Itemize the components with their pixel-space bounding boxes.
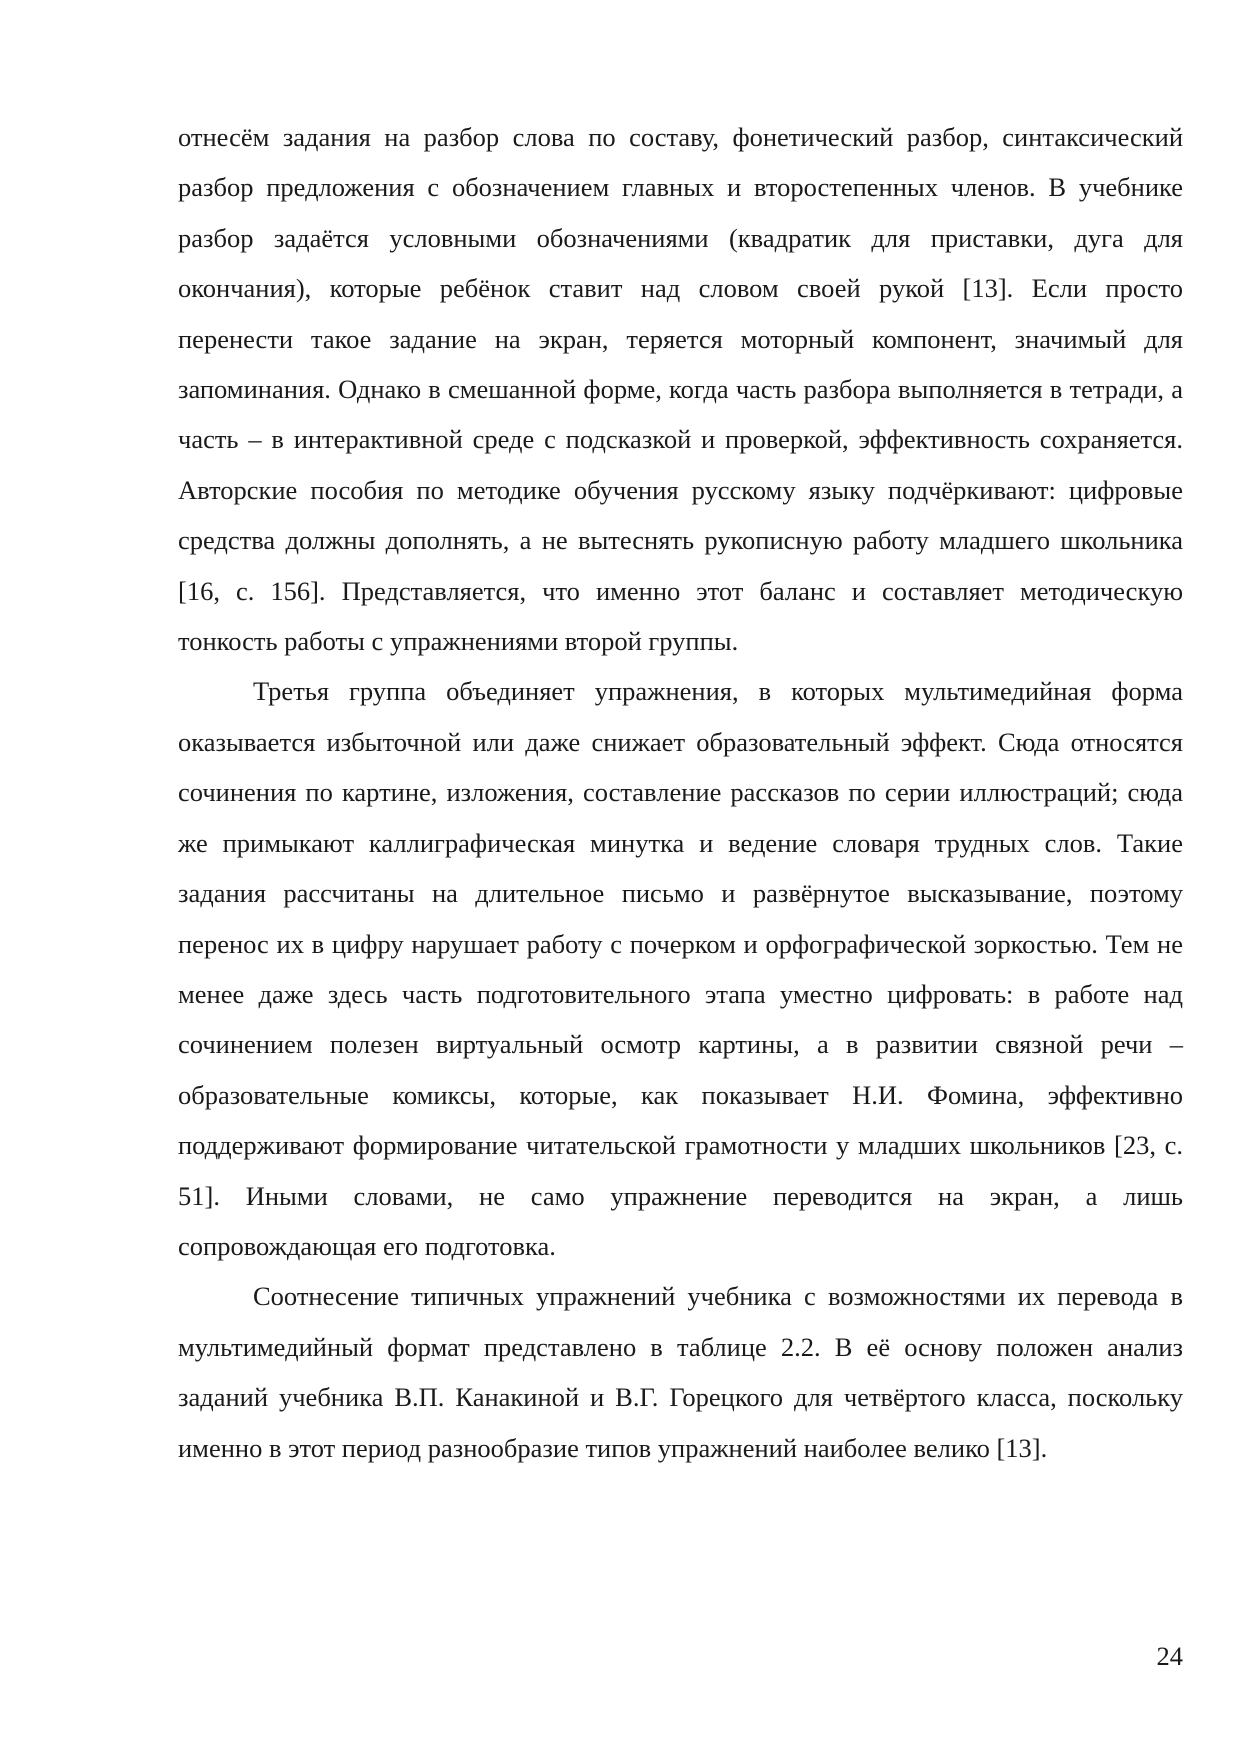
- page-number: 24: [1156, 1641, 1183, 1671]
- body-text: [178, 112, 1183, 1473]
- paragraph-third-group: Третья группа объединяет упражнения, в которых мультимедийная форма оказывается избыточной или даже снижает образовательный эффект. Сюда относятся сочинения по картине, изложения, составление рассказов по серии иллюстраций; сюда же примыкают каллиграфическая минутка и ведение словаря трудных слов. Такие задания рассчитаны на длительное письмо и развёрнутое высказывание, поэтому перенос их в цифру нарушает работу с почерком и орфографической зоркостью. Тем не менее даже здесь часть подготовительного этапа уместно цифровать: в работе над сочинением полезен виртуальный осмотр картины, а в развитии связной речи – образовательные комиксы, которые, как показывает Н.И. Фомина, эффективно поддерживают формирование читательской грамотности у младших школьников [23, с. 51]. Иными словами, не само упражнение переводится на экран, а лишь сопровождающая его подготовка.: [178, 676, 1183, 1261]
- paragraph-table-reference: Соотнесение типичных упражнений учебника с возможностями их перевода в мультимедийный формат представлено в таблице 2.2. В её основу положен анализ заданий учебника В.П. Канакиной и В.Г. Горецкого для четвёртого класса, поскольку именно в этот период разнообразие типов упражнений наиболее велико [13].: [178, 1281, 1183, 1463]
- paragraph-continuation: отнесём задания на разбор слова по составу, фонетический разбор, синтаксический разбор предложения с обозначением главных и второстепенных членов. В учебнике разбор задаётся условными обозначениями (квадратик для приставки, дуга для окончания), которые ребёнок ставит над словом своей рукой [13]. Если просто перенести такое задание на экран, теряется моторный компонент, значимый для запоминания. Однако в смешанной форме, когда часть разбора выполняется в тетради, а часть – в интерактивной среде с подсказкой и проверкой, эффективность сохраняется. Авторские пособия по методике обучения русскому языку подчёркивают: цифровые средства должны дополнять, а не вытеснять рукописную работу младшего школьника [16, с. 156]. Представляется, что именно этот баланс и составляет методическую тонкость работы с упражнениями второй группы.: [178, 122, 1183, 657]
